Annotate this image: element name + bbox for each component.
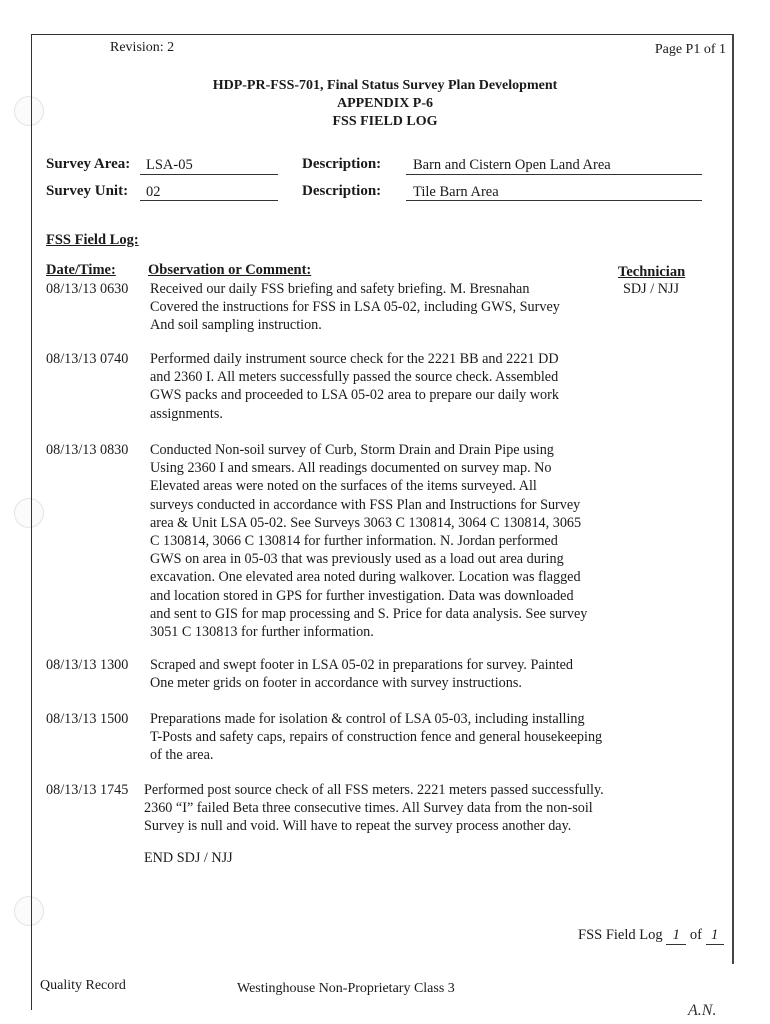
survey-area-label: Survey Area: [46, 156, 131, 172]
log-entry-text: Performed post source check of all FSS meters. 2221 meters passed successfully. 2360 “I” failed Beta three consecutive times. All Survey data from the non-soil Survey is null and void. Will have to repeat the survey process another day. [144, 782, 604, 835]
log-entry-text: Received our daily FSS briefing and safety briefing. M. Bresnahan Covered the instructions for FSS in LSA 05-02, including GWS, Survey And soil sampling instruction. [150, 281, 560, 334]
survey-unit-label: Survey Unit: [46, 183, 129, 199]
log-entry [46, 710, 706, 766]
log-entry-datetime: 08/13/13 0630 [46, 281, 129, 297]
log-entry-text: Preparations made for isolation & control of LSA 05-03, including installing T-Posts and safety caps, repairs of construction fence and general housekeeping of the area. [150, 711, 603, 764]
quality-record-label: Quality Record [40, 978, 126, 993]
log-entry-datetime: 08/13/13 1500 [46, 711, 129, 727]
page-number: Page P1 of 1 [654, 42, 726, 57]
pagination-prefix: FSS Field Log [578, 927, 663, 943]
field-log-heading: FSS Field Log: [46, 232, 139, 248]
log-entry-text: Conducted Non-soil survey of Curb, Storm Drain and Drain Pipe using Using 2360 I and smears. All readings documented on survey map. No Elevated areas were noted on the surfaces of the items surveyed. All surveys conducted in accordance with FSS Plan and Instructions for Survey area & Unit LSA 05-02. See Surveys 3063 C 130814, 3064 C 130814, 3065 C 130814, 3066 C 130814 for further information. N. Jordan performed GWS on area in 05-03 that was previously used as a load out area during excavation. One elevated area noted during walkover. Location was flagged and location stored in GPS for further investigation. Data was downloaded and sent to GIS for map processing and S. Price for data analysis. See survey 3051 C 130813 for further information. [150, 442, 588, 641]
log-entry-datetime: 08/13/13 0740 [46, 351, 129, 367]
pagination-total: 1 [706, 927, 724, 945]
survey-unit-value: 02 [146, 184, 161, 200]
observation-column-header: Observation or Comment: [148, 262, 312, 278]
technician-column-header: Technician [618, 264, 686, 280]
end-note: END SDJ / NJJ [144, 850, 233, 866]
unit-description-underline [406, 200, 702, 201]
log-entry [46, 656, 706, 694]
field-log-pagination [578, 927, 724, 945]
log-entry-text: Scraped and swept footer in LSA 05-02 in preparations for survey. Painted One meter grids on footer in accordance with survey instructions. [150, 657, 574, 692]
survey-area-underline [140, 174, 278, 175]
unit-description-value: Tile Barn Area [413, 184, 499, 200]
form-title: FSS FIELD LOG [332, 114, 438, 129]
pagination-current: 1 [666, 927, 686, 945]
page-border-right [732, 34, 734, 964]
datetime-column-header: Date/Time: [46, 262, 116, 278]
unit-description-label: Description: [302, 183, 382, 199]
log-entry-text: Performed daily instrument source check for the 2221 BB and 2221 DD and 2360 I. All meters successfully passed the source check. Assembled GWS packs and proceeded to LSA 05-02 area to prepare our daily work assignments. [150, 351, 559, 422]
survey-area-value: LSA-05 [146, 157, 193, 173]
log-entry-datetime: 08/13/13 0830 [46, 442, 129, 458]
area-description-label: Description: [302, 156, 382, 172]
reviewer-initials: A.N. [688, 1002, 717, 1019]
pagination-of: of [689, 927, 702, 943]
log-entry [46, 441, 706, 643]
appendix-title: APPENDIX P-6 [336, 96, 434, 111]
log-entry [46, 781, 706, 837]
classification-label: Westinghouse Non-Proprietary Class 3 [237, 981, 455, 996]
document-title: HDP-PR-FSS-701, Final Status Survey Plan Development [212, 78, 558, 93]
survey-unit-underline [140, 200, 278, 201]
log-entry-datetime: 08/13/13 1300 [46, 657, 129, 673]
log-entry [46, 350, 706, 424]
revision-label: Revision: 2 [110, 40, 175, 55]
log-entry-datetime: 08/13/13 1745 [46, 782, 129, 798]
log-entry-technician: SDJ / NJJ [623, 281, 679, 297]
log-entry [46, 280, 706, 336]
area-description-value: Barn and Cistern Open Land Area [413, 157, 611, 173]
area-description-underline [406, 174, 702, 175]
